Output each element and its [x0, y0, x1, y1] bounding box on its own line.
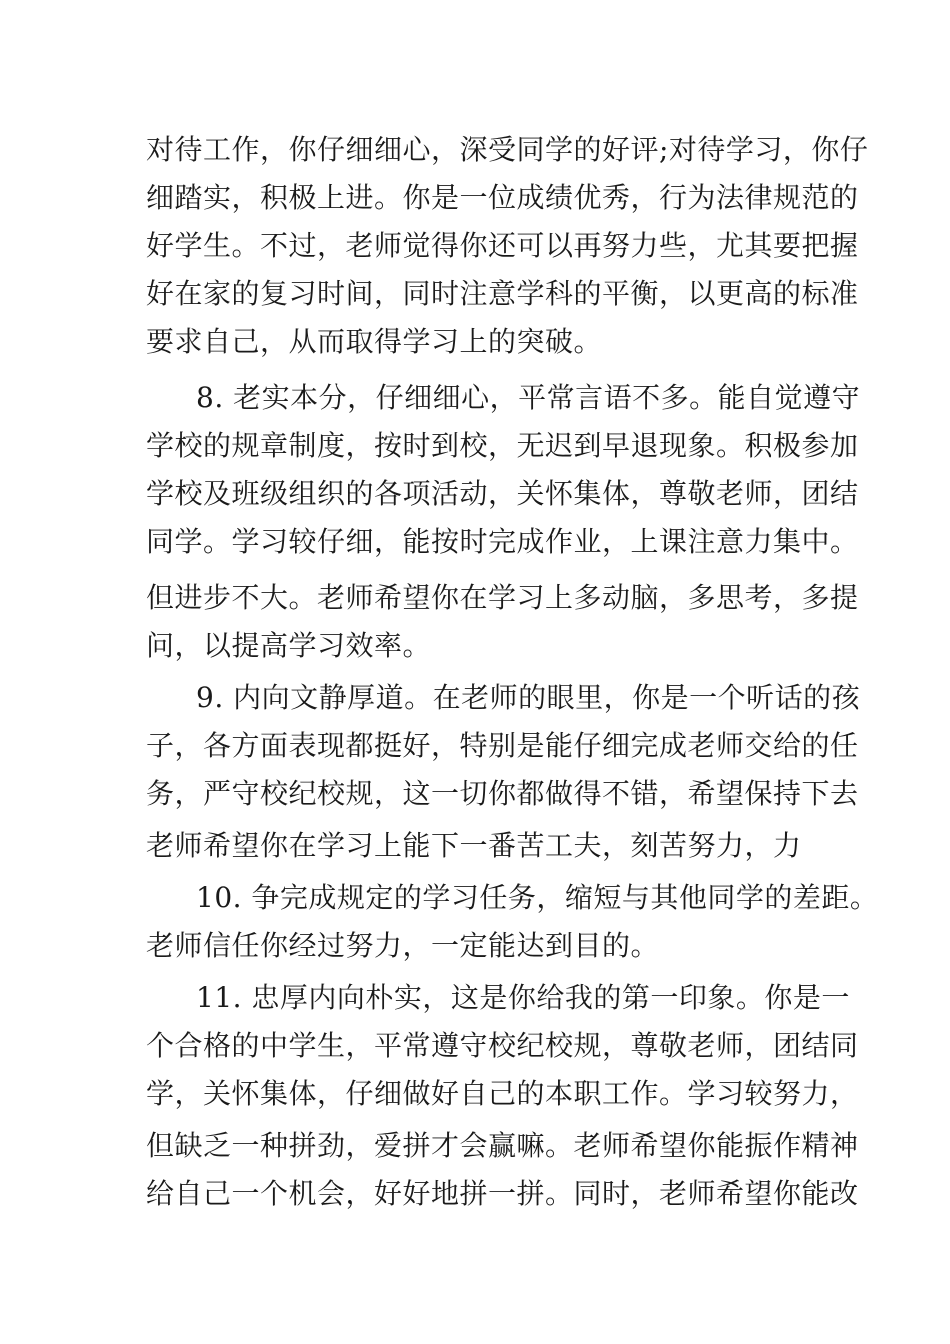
text-line: 学，关怀集体，仔细做好自己的本职工作。学习较努力，: [146, 1077, 859, 1110]
text-line: 细踏实，积极上进。你是一位成绩优秀，行为法律规范的: [146, 181, 859, 214]
text-line: 老师希望你在学习上能下一番苦工夫，刻苦努力，力: [146, 829, 802, 862]
text-line: 给自己一个机会，好好地拼一拼。同时，老师希望你能改: [146, 1177, 859, 1210]
text-line: 学校及班级组织的各项活动，关怀集体，尊敬老师，团结: [146, 477, 859, 510]
text-line: 学校的规章制度，按时到校，无迟到早退现象。积极参加: [146, 429, 859, 462]
text-line: 同学。学习较仔细，能按时完成作业，上课注意力集中。: [146, 525, 859, 558]
text-line: 但进步不大。老师希望你在学习上多动脑，多思考，多提: [146, 581, 859, 614]
text-line: 对待工作，你仔细细心，深受同学的好评;对待学习，你仔: [146, 133, 869, 166]
text-line: 好学生。不过，老师觉得你还可以再努力些，尤其要把握: [146, 229, 859, 262]
text-line: 但缺乏一种拼劲，爱拼才会赢嘛。老师希望你能振作精神: [146, 1129, 859, 1162]
text-line: 务，严守校纪校规，这一切你都做得不错，希望保持下去: [146, 777, 859, 810]
text-line: 问，以提高学习效率。: [146, 629, 432, 662]
item-8-first-line: 8. 老实本分，仔细细心，平常言语不多。能自觉遵守: [196, 381, 861, 414]
text-line: 个合格的中学生，平常遵守校纪校规，尊敬老师，团结同: [146, 1029, 859, 1062]
item-10-first-line: 10. 争完成规定的学习任务，缩短与其他同学的差距。: [196, 881, 879, 914]
text-line: 老师信任你经过努力，一定能达到目的。: [146, 929, 660, 962]
text-line: 子，各方面表现都挺好，特别是能仔细完成老师交给的任: [146, 729, 859, 762]
item-11-first-line: 11. 忠厚内向朴实，这是你给我的第一印象。你是一: [196, 981, 850, 1014]
text-line: 要求自己，从而取得学习上的突破。: [146, 325, 603, 358]
item-9-first-line: 9. 内向文静厚道。在老师的眼里，你是一个听话的孩: [196, 681, 861, 714]
text-line: 好在家的复习时间，同时注意学科的平衡，以更高的标准: [146, 277, 859, 310]
